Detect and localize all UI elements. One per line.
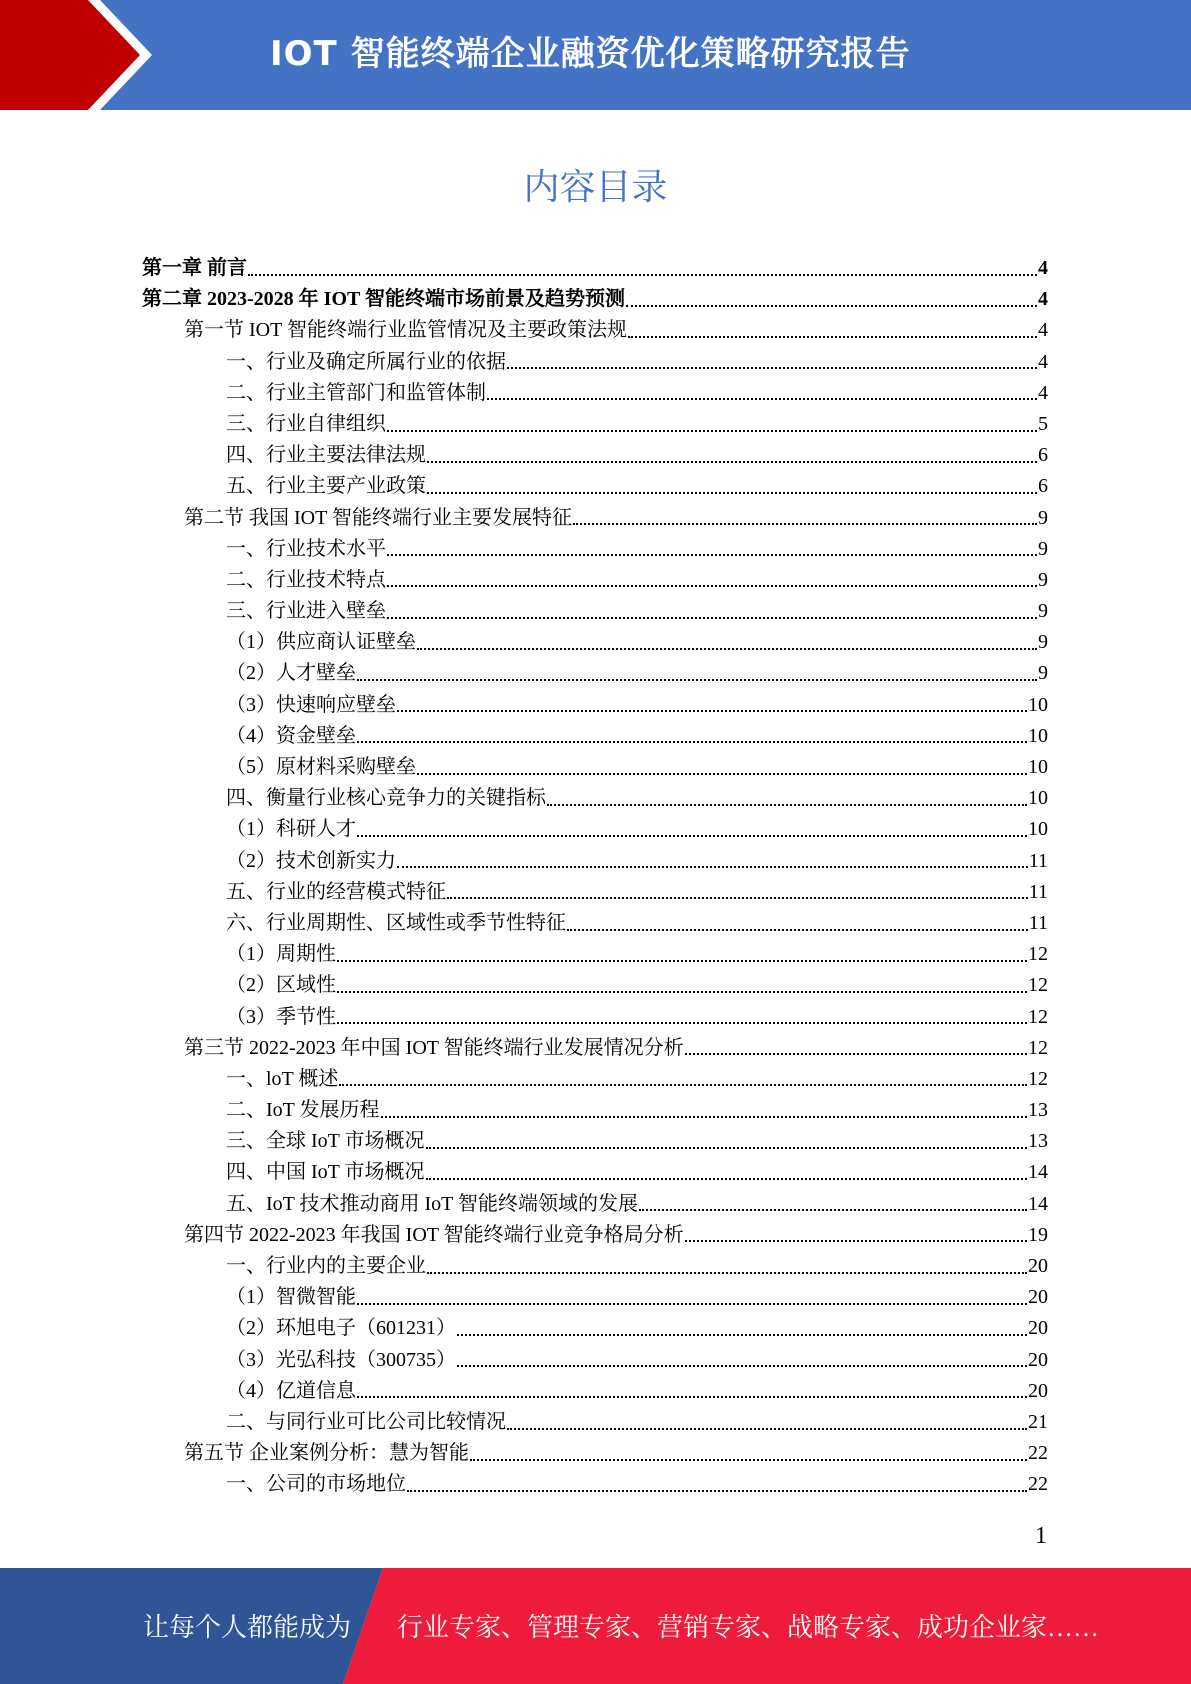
toc-entry-page: 10 bbox=[1028, 724, 1048, 747]
toc-entry-text: 第五节 企业案例分析：慧为智能 bbox=[184, 1442, 469, 1465]
toc-dot-leader bbox=[426, 1178, 1027, 1180]
toc-entry-text: 三、行业自律组织 bbox=[226, 412, 386, 435]
toc-entry-text: （3）快速响应壁垒 bbox=[226, 693, 396, 716]
toc-entry-text: 一、行业技术水平 bbox=[226, 537, 386, 560]
page-number: 1 bbox=[1035, 1523, 1047, 1549]
toc-dot-leader bbox=[357, 679, 1037, 681]
toc-heading: 内容目录 bbox=[523, 167, 668, 208]
toc-entry-page: 11 bbox=[1028, 880, 1048, 903]
toc-dot-leader bbox=[357, 1396, 1027, 1398]
toc-entry-page: 4 bbox=[1038, 381, 1048, 404]
toc-entry-page: 20 bbox=[1028, 1255, 1048, 1277]
toc-entry-text: （2）区域性 bbox=[226, 974, 336, 997]
toc-entry-page: 20 bbox=[1028, 1286, 1048, 1309]
toc-entry[interactable] bbox=[142, 627, 1048, 658]
toc-entry-text: （2）技术创新实力 bbox=[226, 849, 396, 872]
toc-entry-text: 第一节 IOT 智能终端行业监管情况及主要政策法规 bbox=[184, 319, 627, 342]
toc-dot-leader bbox=[248, 274, 1037, 276]
toc-entry-page: 9 bbox=[1038, 600, 1048, 623]
toc-dot-leader bbox=[337, 960, 1027, 962]
toc-dot-leader bbox=[417, 648, 1037, 650]
toc-dot-leader bbox=[628, 336, 1037, 338]
toc-entry-page: 10 bbox=[1028, 693, 1048, 716]
toc-entry-text: （3）光弘科技（300735） bbox=[226, 1348, 456, 1371]
toc-entry-page: 6 bbox=[1038, 444, 1048, 467]
toc-dot-leader bbox=[339, 1084, 1027, 1086]
toc-entry[interactable] bbox=[142, 1345, 1048, 1376]
toc-entry-text: （2）环旭电子（601231） bbox=[226, 1317, 456, 1340]
toc-entry-text: 第二节 我国 IOT 智能终端行业主要发展特征 bbox=[184, 506, 572, 529]
toc-entry-page: 9 bbox=[1038, 662, 1048, 685]
toc-entry-text: （1）周期性 bbox=[226, 943, 336, 966]
toc-dot-leader bbox=[426, 1147, 1027, 1149]
toc-dot-leader bbox=[337, 1022, 1027, 1024]
toc-entry-page: 4 bbox=[1038, 257, 1048, 279]
toc-entry-page: 11 bbox=[1028, 849, 1048, 872]
toc-entry-text: 一、行业及确定所属行业的依据 bbox=[226, 350, 506, 373]
toc-entry-page: 4 bbox=[1038, 319, 1048, 342]
toc-entry[interactable] bbox=[142, 1064, 1048, 1095]
toc-entry-text: 第三节 2022-2023 年中国 IOT 智能终端行业发展情况分析 bbox=[184, 1036, 684, 1059]
toc-entry-text: 四、行业主要法律法规 bbox=[226, 444, 426, 467]
toc-entry-text: 二、行业技术特点 bbox=[226, 568, 386, 591]
toc-entry-text: 四、衡量行业核心竞争力的关键指标 bbox=[226, 787, 546, 810]
toc-dot-leader bbox=[427, 461, 1037, 463]
footer-slogan-right: 行业专家、管理专家、营销专家、战略专家、成功企业家…… bbox=[397, 1613, 1100, 1642]
toc-entry[interactable] bbox=[142, 596, 1048, 627]
toc-entry-page: 22 bbox=[1028, 1473, 1048, 1496]
toc-entry[interactable] bbox=[142, 534, 1048, 565]
toc-entry-page: 14 bbox=[1028, 1161, 1048, 1184]
header-red-arrow bbox=[0, 0, 140, 110]
toc-entry-text: 三、全球 IoT 市场概况 bbox=[226, 1130, 425, 1153]
toc-entry-page: 10 bbox=[1028, 818, 1048, 841]
toc-entry[interactable] bbox=[142, 409, 1048, 440]
toc-entry-text: 第二章 2023-2028 年 IOT 智能终端市场前景及趋势预测 bbox=[142, 288, 625, 311]
toc-entry-text: （1）智微智能 bbox=[226, 1286, 356, 1309]
toc-entry[interactable] bbox=[142, 1189, 1048, 1220]
toc-dot-leader bbox=[387, 430, 1037, 432]
toc-dot-leader bbox=[387, 554, 1037, 556]
footer-slogan-left: 让每个人都能成为 bbox=[143, 1613, 352, 1642]
toc-dot-leader bbox=[685, 1240, 1027, 1242]
toc-dot-leader bbox=[639, 1209, 1027, 1211]
toc-entry-page: 12 bbox=[1028, 1067, 1048, 1090]
toc-entry-text: （2）人才壁垒 bbox=[226, 662, 356, 685]
toc-dot-leader bbox=[397, 866, 1028, 868]
toc-entry-page: 10 bbox=[1028, 756, 1048, 778]
toc-entry-page: 9 bbox=[1038, 568, 1048, 591]
toc-dot-leader bbox=[427, 1272, 1027, 1274]
toc-dot-leader bbox=[387, 585, 1037, 587]
toc-entry-text: 第四节 2022-2023 年我国 IOT 智能终端行业竞争格局分析 bbox=[184, 1223, 684, 1246]
toc-dot-leader bbox=[407, 1490, 1027, 1492]
toc-entry-page: 13 bbox=[1028, 1099, 1048, 1122]
toc-dot-leader bbox=[685, 1053, 1027, 1055]
toc-entry[interactable] bbox=[142, 503, 1048, 534]
header-arrow-graphic bbox=[0, 0, 160, 110]
toc-entry-text: （5）原材料采购壁垒 bbox=[226, 756, 416, 778]
toc-entry[interactable] bbox=[142, 565, 1048, 596]
toc-entry-page: 4 bbox=[1038, 288, 1048, 311]
toc-entry-text: 五、行业主要产业政策 bbox=[226, 475, 426, 498]
toc-entry-page: 9 bbox=[1038, 537, 1048, 560]
toc-entry[interactable] bbox=[142, 877, 1048, 908]
toc-entry[interactable] bbox=[142, 1282, 1048, 1313]
toc-dot-leader bbox=[387, 617, 1037, 619]
toc-entry-page: 12 bbox=[1028, 1036, 1048, 1059]
toc-entry[interactable] bbox=[142, 1220, 1048, 1251]
toc-entry-text: 一、行业内的主要企业 bbox=[226, 1255, 426, 1277]
table-of-contents bbox=[142, 253, 1048, 1501]
toc-entry[interactable] bbox=[142, 347, 1048, 378]
toc-entry[interactable] bbox=[142, 658, 1048, 689]
toc-entry-text: 二、行业主管部门和监管体制 bbox=[226, 381, 486, 404]
toc-entry-page: 4 bbox=[1038, 350, 1048, 373]
toc-entry[interactable] bbox=[142, 1376, 1048, 1407]
toc-dot-leader bbox=[447, 897, 1028, 899]
toc-entry[interactable] bbox=[142, 1407, 1048, 1438]
toc-entry-text: 二、与同行业可比公司比较情况 bbox=[226, 1410, 506, 1433]
toc-entry[interactable] bbox=[142, 908, 1048, 939]
toc-entry-text: 二、IoT 发展历程 bbox=[226, 1099, 380, 1122]
toc-entry[interactable] bbox=[142, 378, 1048, 409]
toc-entry[interactable] bbox=[142, 440, 1048, 471]
toc-entry-page: 19 bbox=[1028, 1223, 1048, 1246]
toc-dot-leader bbox=[507, 367, 1037, 369]
toc-entry-text: 五、行业的经营模式特征 bbox=[226, 880, 446, 903]
toc-dot-leader bbox=[381, 1116, 1027, 1118]
toc-entry[interactable] bbox=[142, 752, 1048, 783]
toc-entry[interactable] bbox=[142, 1251, 1048, 1282]
toc-entry-text: 六、行业周期性、区域性或季节性特征 bbox=[226, 911, 566, 934]
toc-entry[interactable] bbox=[142, 690, 1048, 721]
toc-entry-page: 20 bbox=[1028, 1379, 1048, 1402]
toc-dot-leader bbox=[417, 773, 1027, 775]
toc-dot-leader bbox=[337, 991, 1027, 993]
toc-dot-leader bbox=[573, 523, 1037, 525]
footer-banner bbox=[0, 1568, 1191, 1684]
toc-entry-page: 13 bbox=[1028, 1130, 1048, 1153]
toc-dot-leader bbox=[626, 305, 1037, 307]
toc-entry-page: 6 bbox=[1038, 475, 1048, 498]
toc-entry[interactable] bbox=[142, 1157, 1048, 1188]
toc-entry-text: （3）季节性 bbox=[226, 1005, 336, 1028]
toc-entry-text: 五、IoT 技术推动商用 IoT 智能终端领域的发展 bbox=[226, 1192, 639, 1215]
toc-entry-text: 一、loT 概述 bbox=[226, 1067, 339, 1090]
toc-entry-page: 12 bbox=[1028, 974, 1048, 997]
toc-entry-page: 9 bbox=[1038, 506, 1048, 529]
toc-dot-leader bbox=[457, 1365, 1027, 1367]
toc-entry[interactable] bbox=[142, 1313, 1048, 1344]
toc-entry-text: （1）供应商认证壁垒 bbox=[226, 631, 416, 654]
toc-entry[interactable] bbox=[142, 1126, 1048, 1157]
toc-entry-text: 三、行业进入壁垒 bbox=[226, 600, 386, 623]
toc-entry[interactable] bbox=[142, 315, 1048, 346]
toc-entry[interactable] bbox=[142, 721, 1048, 752]
toc-entry[interactable] bbox=[142, 846, 1048, 877]
toc-entry[interactable] bbox=[142, 1438, 1048, 1469]
toc-dot-leader bbox=[470, 1459, 1027, 1461]
toc-entry-page: 10 bbox=[1028, 787, 1048, 810]
toc-entry-page: 5 bbox=[1038, 412, 1048, 435]
toc-entry-page: 22 bbox=[1028, 1442, 1048, 1465]
toc-entry-page: 12 bbox=[1028, 943, 1048, 966]
toc-entry-page: 14 bbox=[1028, 1192, 1048, 1215]
toc-entry[interactable] bbox=[142, 783, 1048, 814]
toc-entry-text: （1）科研人才 bbox=[226, 818, 356, 841]
toc-entry-text: （4）资金壁垒 bbox=[226, 724, 356, 747]
toc-entry[interactable] bbox=[142, 814, 1048, 845]
toc-entry[interactable] bbox=[142, 253, 1048, 284]
toc-entry-text: 四、中国 IoT 市场概况 bbox=[226, 1161, 425, 1184]
toc-dot-leader bbox=[427, 492, 1037, 494]
toc-entry[interactable] bbox=[142, 1469, 1048, 1500]
toc-dot-leader bbox=[397, 710, 1027, 712]
toc-entry[interactable] bbox=[142, 970, 1048, 1001]
toc-entry-page: 20 bbox=[1028, 1317, 1048, 1340]
toc-entry[interactable] bbox=[142, 284, 1048, 315]
toc-dot-leader bbox=[567, 929, 1028, 931]
toc-entry[interactable] bbox=[142, 1002, 1048, 1033]
toc-entry-page: 11 bbox=[1028, 911, 1048, 934]
toc-dot-leader bbox=[457, 1334, 1027, 1336]
toc-entry[interactable] bbox=[142, 939, 1048, 970]
toc-entry-text: 一、公司的市场地位 bbox=[226, 1473, 406, 1496]
toc-entry[interactable] bbox=[142, 1033, 1048, 1064]
report-title: IOT 智能终端企业融资优化策略研究报告 bbox=[270, 34, 911, 74]
toc-entry-page: 20 bbox=[1028, 1348, 1048, 1371]
toc-entry-page: 9 bbox=[1038, 631, 1048, 654]
toc-dot-leader bbox=[487, 398, 1037, 400]
toc-dot-leader bbox=[547, 804, 1027, 806]
toc-dot-leader bbox=[357, 741, 1027, 743]
toc-entry[interactable] bbox=[142, 1095, 1048, 1126]
toc-entry-text: （4）亿道信息 bbox=[226, 1379, 356, 1402]
toc-entry-page: 21 bbox=[1028, 1410, 1048, 1433]
toc-dot-leader bbox=[357, 835, 1027, 837]
toc-entry-page: 12 bbox=[1028, 1005, 1048, 1028]
toc-dot-leader bbox=[507, 1428, 1027, 1430]
toc-entry[interactable] bbox=[142, 471, 1048, 502]
toc-entry-text: 第一章 前言 bbox=[142, 257, 247, 279]
toc-dot-leader bbox=[357, 1303, 1027, 1305]
